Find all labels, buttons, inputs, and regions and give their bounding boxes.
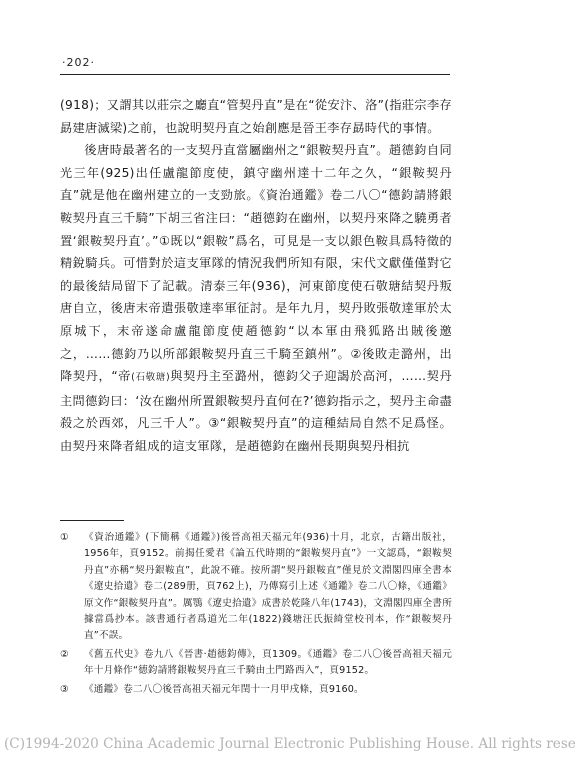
inline-note: (石敬瑭) <box>131 372 170 384</box>
footnotes <box>60 530 452 700</box>
footnote-rule <box>60 520 124 521</box>
body-paragraph: (918)；又謂其以莊宗之廳直“管契丹直”是在“從安汴、洛”(指莊宗李存勗建唐滅梁)之前，也說明契丹直之始創應是晉王李存勗時代的事情。 <box>60 98 452 135</box>
footnote-text: 《資治通鑑》(下簡稱《通鑑》)後晉高祖天福元年(936)十月，北京，古籍出版社，1956年，頁9152。前揭任愛君《論五代時期的“銀鞍契丹直”》一文認爲，“銀鞍契丹直”亦稱“契丹銀鞍直”，此說不確。按所謂“契丹銀鞍直”僅見於文淵閣四庫全書本《遼史拾遺》卷二(289册，頁762上)，乃傳寫引上述《通鑑》卷二八〇條，《通鑑》原文作“銀鞍契丹直”。厲鶚《遼史拾遺》成書於乾隆八年(1743)，文淵閣四庫全書所據當爲抄本。該書通行者爲道光二年(1822)錢塘汪氏振綺堂校刊本，作“銀鞍契丹直”不誤。 <box>84 532 452 642</box>
footnote <box>60 682 452 698</box>
footnote-mark: ① <box>60 532 69 543</box>
footnote-mark: ② <box>60 648 69 660</box>
footnote-mark: ③ <box>60 683 69 695</box>
footnote <box>60 530 452 645</box>
footnote-text: 《通鑑》卷二八〇後晉高祖天福元年閏十一月甲戌條，頁9160。 <box>84 683 364 695</box>
footnote-text: 《舊五代史》卷九八《晉書·趙德鈞傳》，頁1309。《通鑑》卷二八〇後晉高祖天福元年十月條作“德鈞請將銀鞍契丹直三千騎由土門路西入”，頁9152。 <box>84 648 452 677</box>
header-rule <box>60 74 450 75</box>
body-text-run: 與契丹主至潞州，德鈞父子迎謁於高河，……契丹主問德鈞曰：‘汝在幽州所置銀鞍契丹直何在?’德鈞指示之，契丹主命盡殺之於西郊，凡三千人”。③“銀鞍契丹直”的這種結局自然不足爲怪。由契丹來降者組成的這支軍隊，是趙德鈞在幽州長期與契丹相抗 <box>60 369 452 453</box>
copyright-watermark: (C)1994-2020 China Academic Journal Electronic Publishing House. All rights rese <box>4 736 576 752</box>
body-paragraph <box>60 139 452 457</box>
main-text <box>60 94 452 458</box>
body-text-run: 後唐時最著名的一支契丹直當屬幽州之“銀鞍契丹直”。趙德鈞自同光三年(925)出任盧龍節度使，鎮守幽州達十二年之久，“銀鞍契丹直”就是他在幽州建立的一支勁旅。《資治通鑑》卷二八〇“德鈞請將銀鞍契丹直三千騎”下胡三省注曰：“趙德鈞在幽州，以契丹來降之驍勇者置‘銀鞍契丹直’。”①既以“銀鞍”爲名，可見是一支以銀色鞍具爲特徵的精銳騎兵。可惜對於這支軍隊的情況我們所知有限，宋代文獻僅僅對它的最後結局留下了記載。清泰三年(936)，河東節度使石敬瑭結契丹叛唐自立，後唐末帝遣張敬達率軍征討。是年九月，契丹敗張敬達軍於太原城下，末帝遂命盧龍節度使趙德鈞“以本軍由飛狐路出賊後邀之，……德鈞乃以所部銀鞍契丹直三千騎至鎮州”。②後敗走潞州，出降契丹，“帝 <box>60 143 452 384</box>
page-number: ·202· <box>62 56 95 69</box>
footnote <box>60 647 452 680</box>
